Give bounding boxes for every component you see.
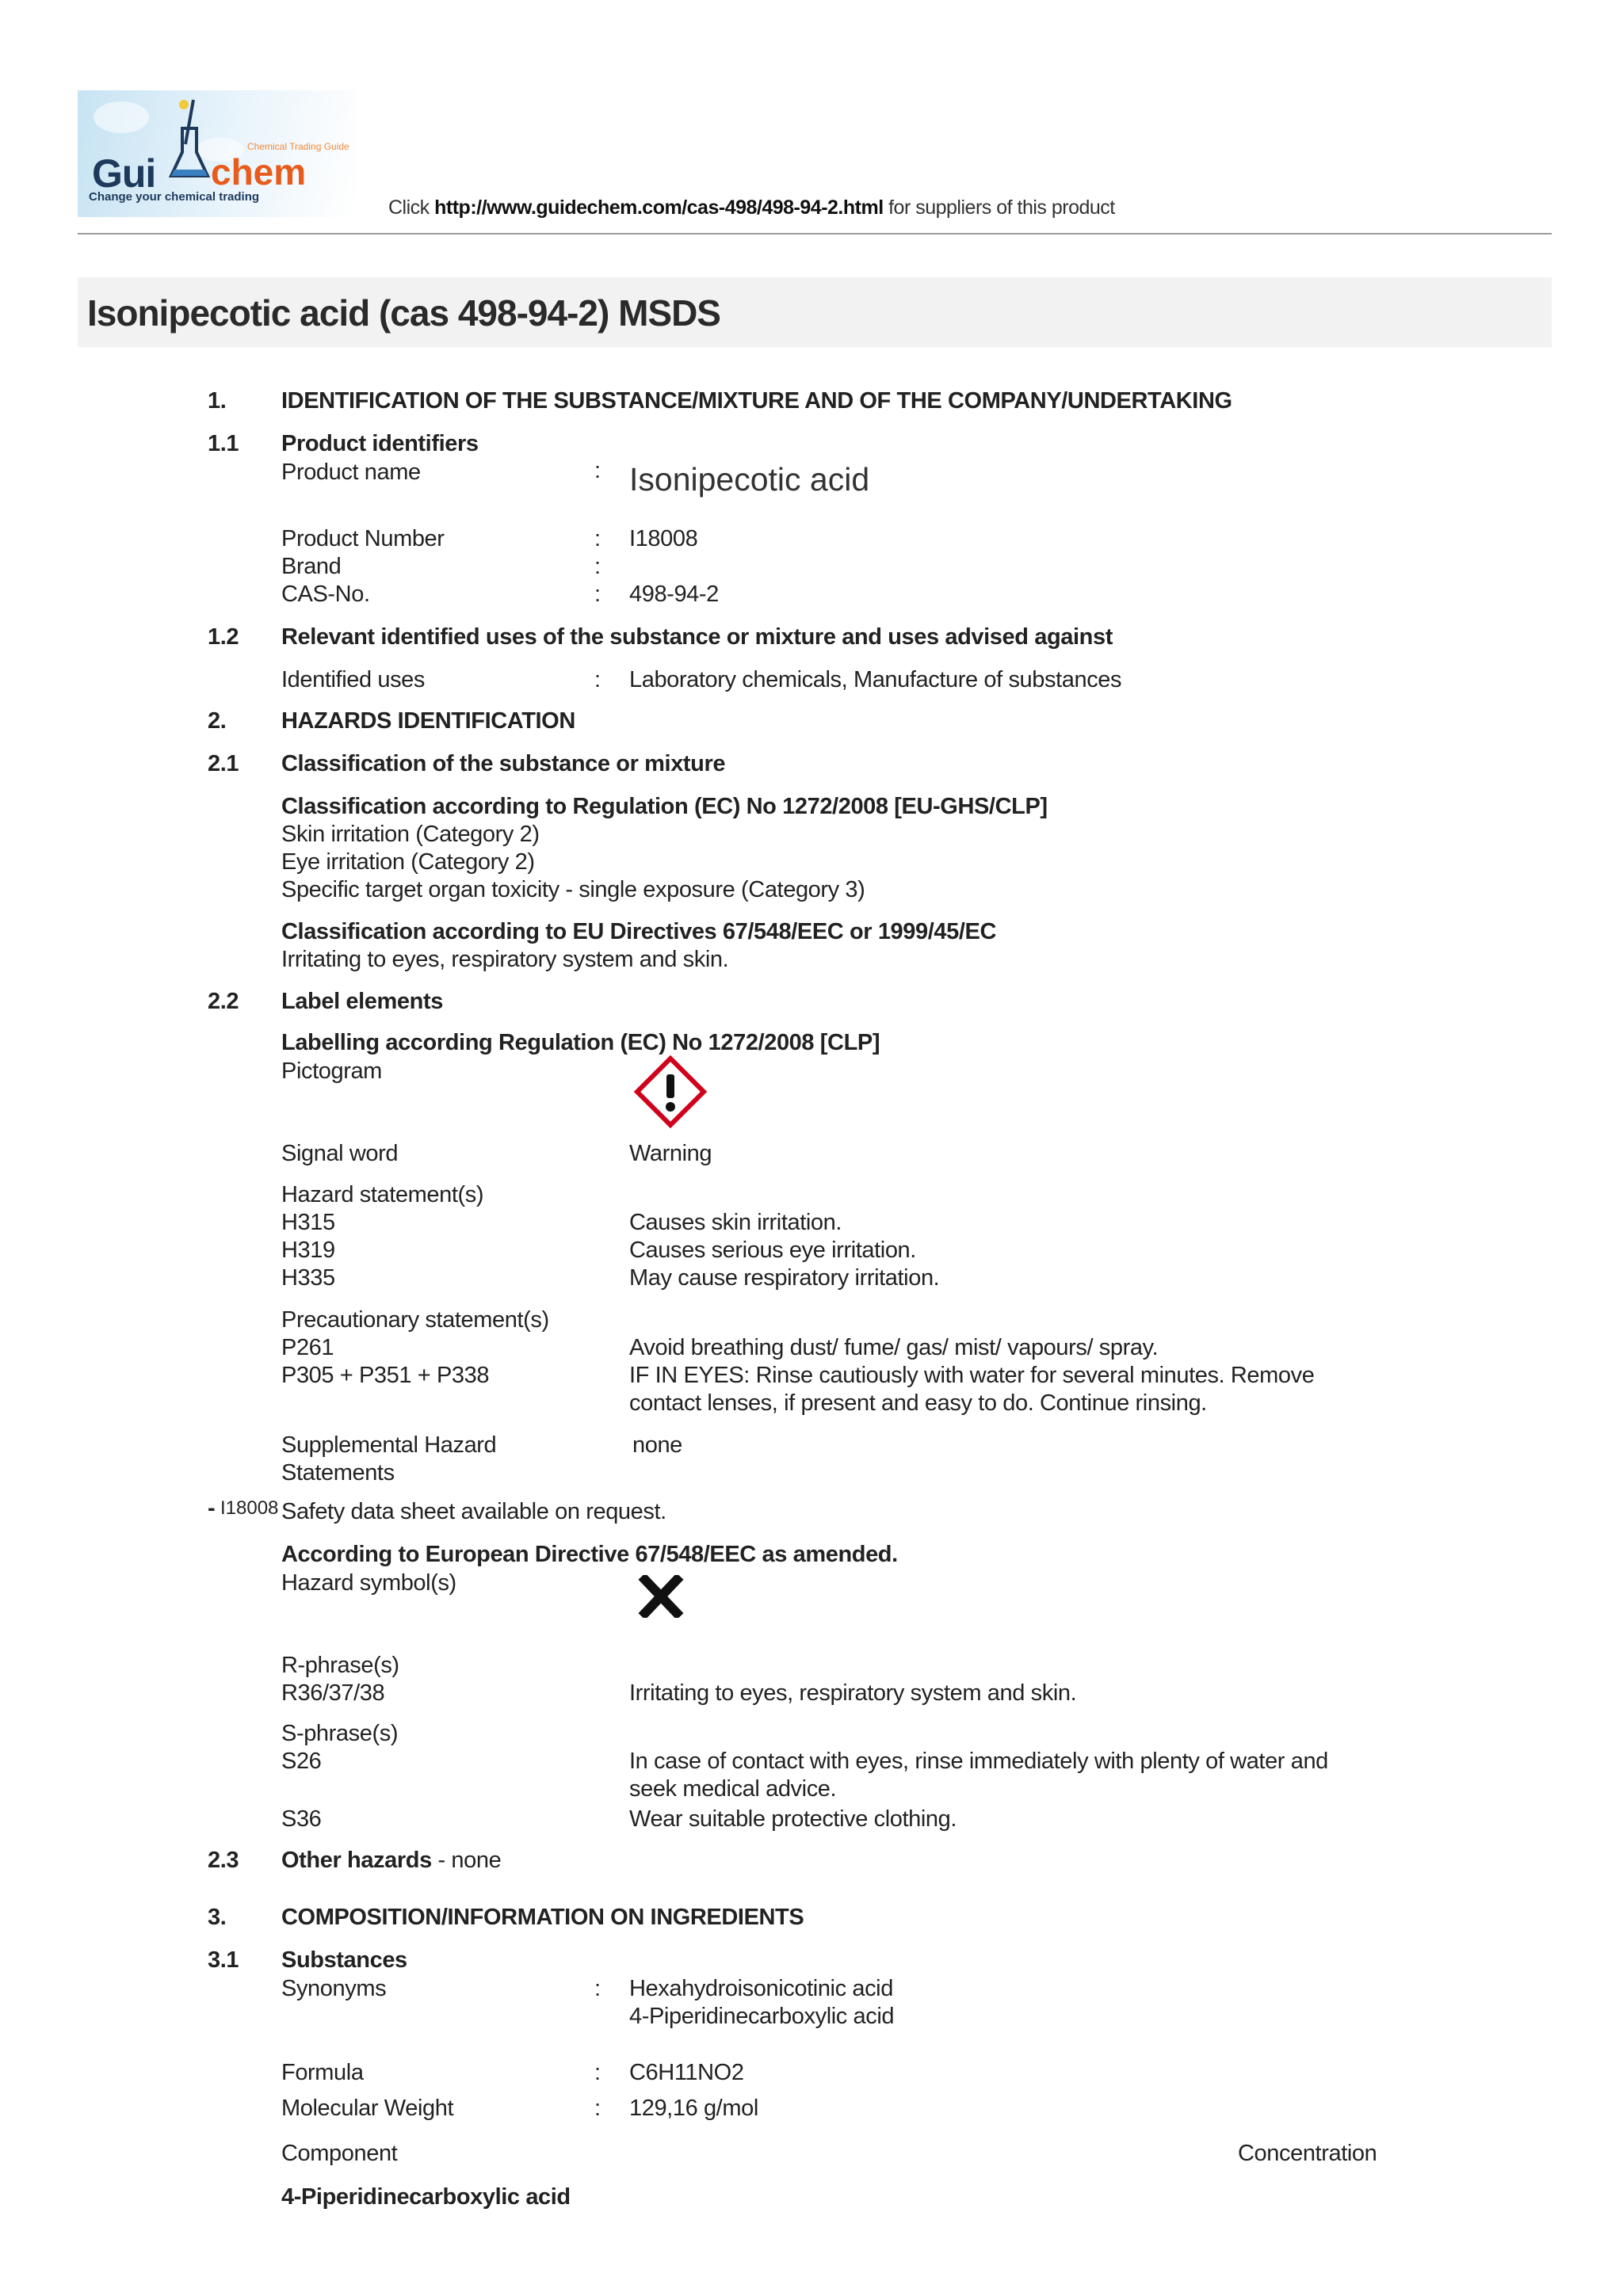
brand-label: Brand (281, 554, 342, 579)
supplemental-hazard-label-2: Statements (281, 1460, 395, 1486)
header-divider (78, 233, 1552, 235)
logo-slogan: Change your chemical trading (89, 190, 260, 204)
colon: : (594, 667, 601, 692)
s-phrase-code: S26 (281, 1749, 322, 1774)
section-2-3-heading: Other hazards (281, 1848, 432, 1873)
product-name-value: Isonipecotic acid (629, 461, 870, 498)
logo-bubble (94, 101, 149, 133)
section-3-1-number: 3.1 (208, 1947, 239, 1973)
exclamation-mark-pictogram-icon (632, 1054, 708, 1130)
section-2-2-heading: Label elements (281, 989, 443, 1014)
synonym-item: Hexahydroisonicotinic acid (629, 1976, 893, 2001)
irritant-cross-icon (637, 1575, 685, 1618)
r-phrase-code: R36/37/38 (281, 1680, 385, 1706)
concentration-column-header: Concentration (1238, 2141, 1377, 2166)
hazard-code: H335 (281, 1265, 335, 1291)
product-number-label: Product Number (281, 526, 445, 551)
logo-tagline: Chemical Trading Guide (247, 141, 349, 152)
section-1-heading: IDENTIFICATION OF THE SUBSTANCE/MIXTURE AND OF THE COMPANY/UNDERTAKING (281, 388, 1232, 414)
supplier-link-line (388, 196, 1115, 219)
guidechem-logo[interactable] (78, 90, 357, 217)
colon: : (594, 526, 601, 551)
s-phrase-code: S36 (281, 1806, 322, 1832)
precautionary-statements-label: Precautionary statement(s) (281, 1307, 549, 1333)
formula-label: Formula (281, 2060, 364, 2085)
hazard-text: May cause respiratory irritation. (629, 1265, 940, 1291)
pictogram-label: Pictogram (281, 1058, 382, 1084)
formula-value: C6H11NO2 (629, 2060, 744, 2085)
section-3-number: 3. (208, 1905, 227, 1930)
product-number-value: I18008 (629, 526, 698, 551)
eu-classification-heading: Classification according to EU Directives 67/548/EEC or 1999/45/EC (281, 919, 996, 944)
s-phrase-text: Wear suitable protective clothing. (629, 1806, 957, 1832)
precaution-code: P261 (281, 1335, 334, 1360)
clp-line: Eye irritation (Category 2) (281, 849, 535, 875)
section-2-1-number: 2.1 (208, 751, 239, 776)
cas-label: CAS-No. (281, 582, 370, 607)
colon: : (594, 458, 601, 483)
component-name: 4-Piperidinecarboxylic acid (281, 2184, 571, 2210)
r-phrases-label: R-phrase(s) (281, 1653, 399, 1678)
section-1-2-number: 1.2 (208, 624, 239, 650)
section-3-1-heading: Substances (281, 1947, 407, 1973)
product-name-label: Product name (281, 460, 421, 485)
section-2-3-number: 2.3 (208, 1848, 239, 1873)
hazard-statements-label: Hazard statement(s) (281, 1182, 484, 1207)
footnote-text: Safety data sheet available on request. (281, 1499, 666, 1524)
hazard-text: Causes skin irritation. (629, 1210, 842, 1235)
precaution-code: P305 + P351 + P338 (281, 1363, 490, 1388)
logo-text-gui: Gui (92, 151, 156, 196)
supplemental-hazard-value: none (632, 1432, 682, 1458)
labelling-heading: Labelling according Regulation (EC) No 1272/2008 [CLP] (281, 1030, 880, 1055)
cas-value: 498-94-2 (629, 582, 719, 607)
hazard-symbol-label: Hazard symbol(s) (281, 1570, 456, 1596)
s-phrase-text: In case of contact with eyes, rinse immediately with plenty of water and (629, 1749, 1328, 1774)
section-1-1-number: 1.1 (208, 431, 239, 456)
clp-line: Specific target organ toxicity - single exposure (Category 3) (281, 877, 865, 902)
identified-uses-value: Laboratory chemicals, Manufacture of substances (629, 667, 1122, 692)
section-1-number: 1. (208, 388, 227, 414)
colon: : (594, 554, 601, 579)
link-suffix: for suppliers of this product (888, 196, 1115, 219)
section-2-2-number: 2.2 (208, 989, 239, 1014)
component-column-header: Component (281, 2141, 398, 2166)
section-2-3-value: - none (431, 1848, 502, 1873)
hazard-code: H319 (281, 1238, 335, 1263)
synonym-item: 4-Piperidinecarboxylic acid (629, 2004, 895, 2029)
s-phrases-label: S-phrase(s) (281, 1721, 399, 1746)
footnote-code: I18008 (220, 1497, 279, 1519)
directive-heading: According to European Directive 67/548/EEC as amended. (281, 1542, 898, 1567)
s-phrase-text-continued: seek medical advice. (629, 1776, 837, 1802)
molecular-weight-value: 129,16 g/mol (629, 2096, 758, 2121)
synonyms-label: Synonyms (281, 1976, 387, 2001)
clp-line: Skin irritation (Category 2) (281, 822, 540, 847)
precaution-text-continued: contact lenses, if present and easy to do. Continue rinsing. (629, 1390, 1207, 1416)
footnote-dash: - (208, 1496, 216, 1521)
precaution-text: Avoid breathing dust/ fume/ gas/ mist/ vapours/ spray. (629, 1335, 1159, 1360)
section-2-1-heading: Classification of the substance or mixture (281, 751, 726, 776)
identified-uses-label: Identified uses (281, 667, 426, 692)
section-3-heading: COMPOSITION/INFORMATION ON INGREDIENTS (281, 1905, 804, 1930)
signal-word-value: Warning (629, 1141, 712, 1166)
flask-icon (166, 97, 212, 182)
colon: : (594, 582, 601, 607)
section-2-number: 2. (208, 708, 227, 734)
section-2-heading: HAZARDS IDENTIFICATION (281, 708, 575, 734)
colon: : (594, 2060, 601, 2085)
precaution-text: IF IN EYES: Rinse cautiously with water for several minutes. Remove (629, 1363, 1315, 1388)
supplier-link[interactable]: http://www.guidechem.com/cas-498/498-94-2.html (434, 196, 884, 219)
signal-word-label: Signal word (281, 1141, 399, 1166)
page-title: Isonipecotic acid (cas 498-94-2) MSDS (87, 292, 720, 334)
supplemental-hazard-label: Supplemental Hazard (281, 1432, 497, 1458)
colon: : (594, 1976, 601, 2001)
section-1-1-heading: Product identifiers (281, 431, 479, 456)
section-1-2-heading: Relevant identified uses of the substance or mixture and uses advised against (281, 624, 1113, 650)
colon: : (594, 2096, 601, 2121)
hazard-text: Causes serious eye irritation. (629, 1238, 916, 1263)
link-prefix: Click (388, 196, 430, 219)
logo-text-chem: chem (211, 151, 307, 193)
section-2-3-line (281, 1848, 501, 1874)
r-phrase-text: Irritating to eyes, respiratory system and skin. (629, 1680, 1077, 1706)
hazard-code: H315 (281, 1210, 335, 1235)
clp-classification-heading: Classification according to Regulation (EC) No 1272/2008 [EU-GHS/CLP] (281, 794, 1048, 819)
eu-classification-line: Irritating to eyes, respiratory system and skin. (281, 947, 729, 972)
molecular-weight-label: Molecular Weight (281, 2096, 454, 2121)
